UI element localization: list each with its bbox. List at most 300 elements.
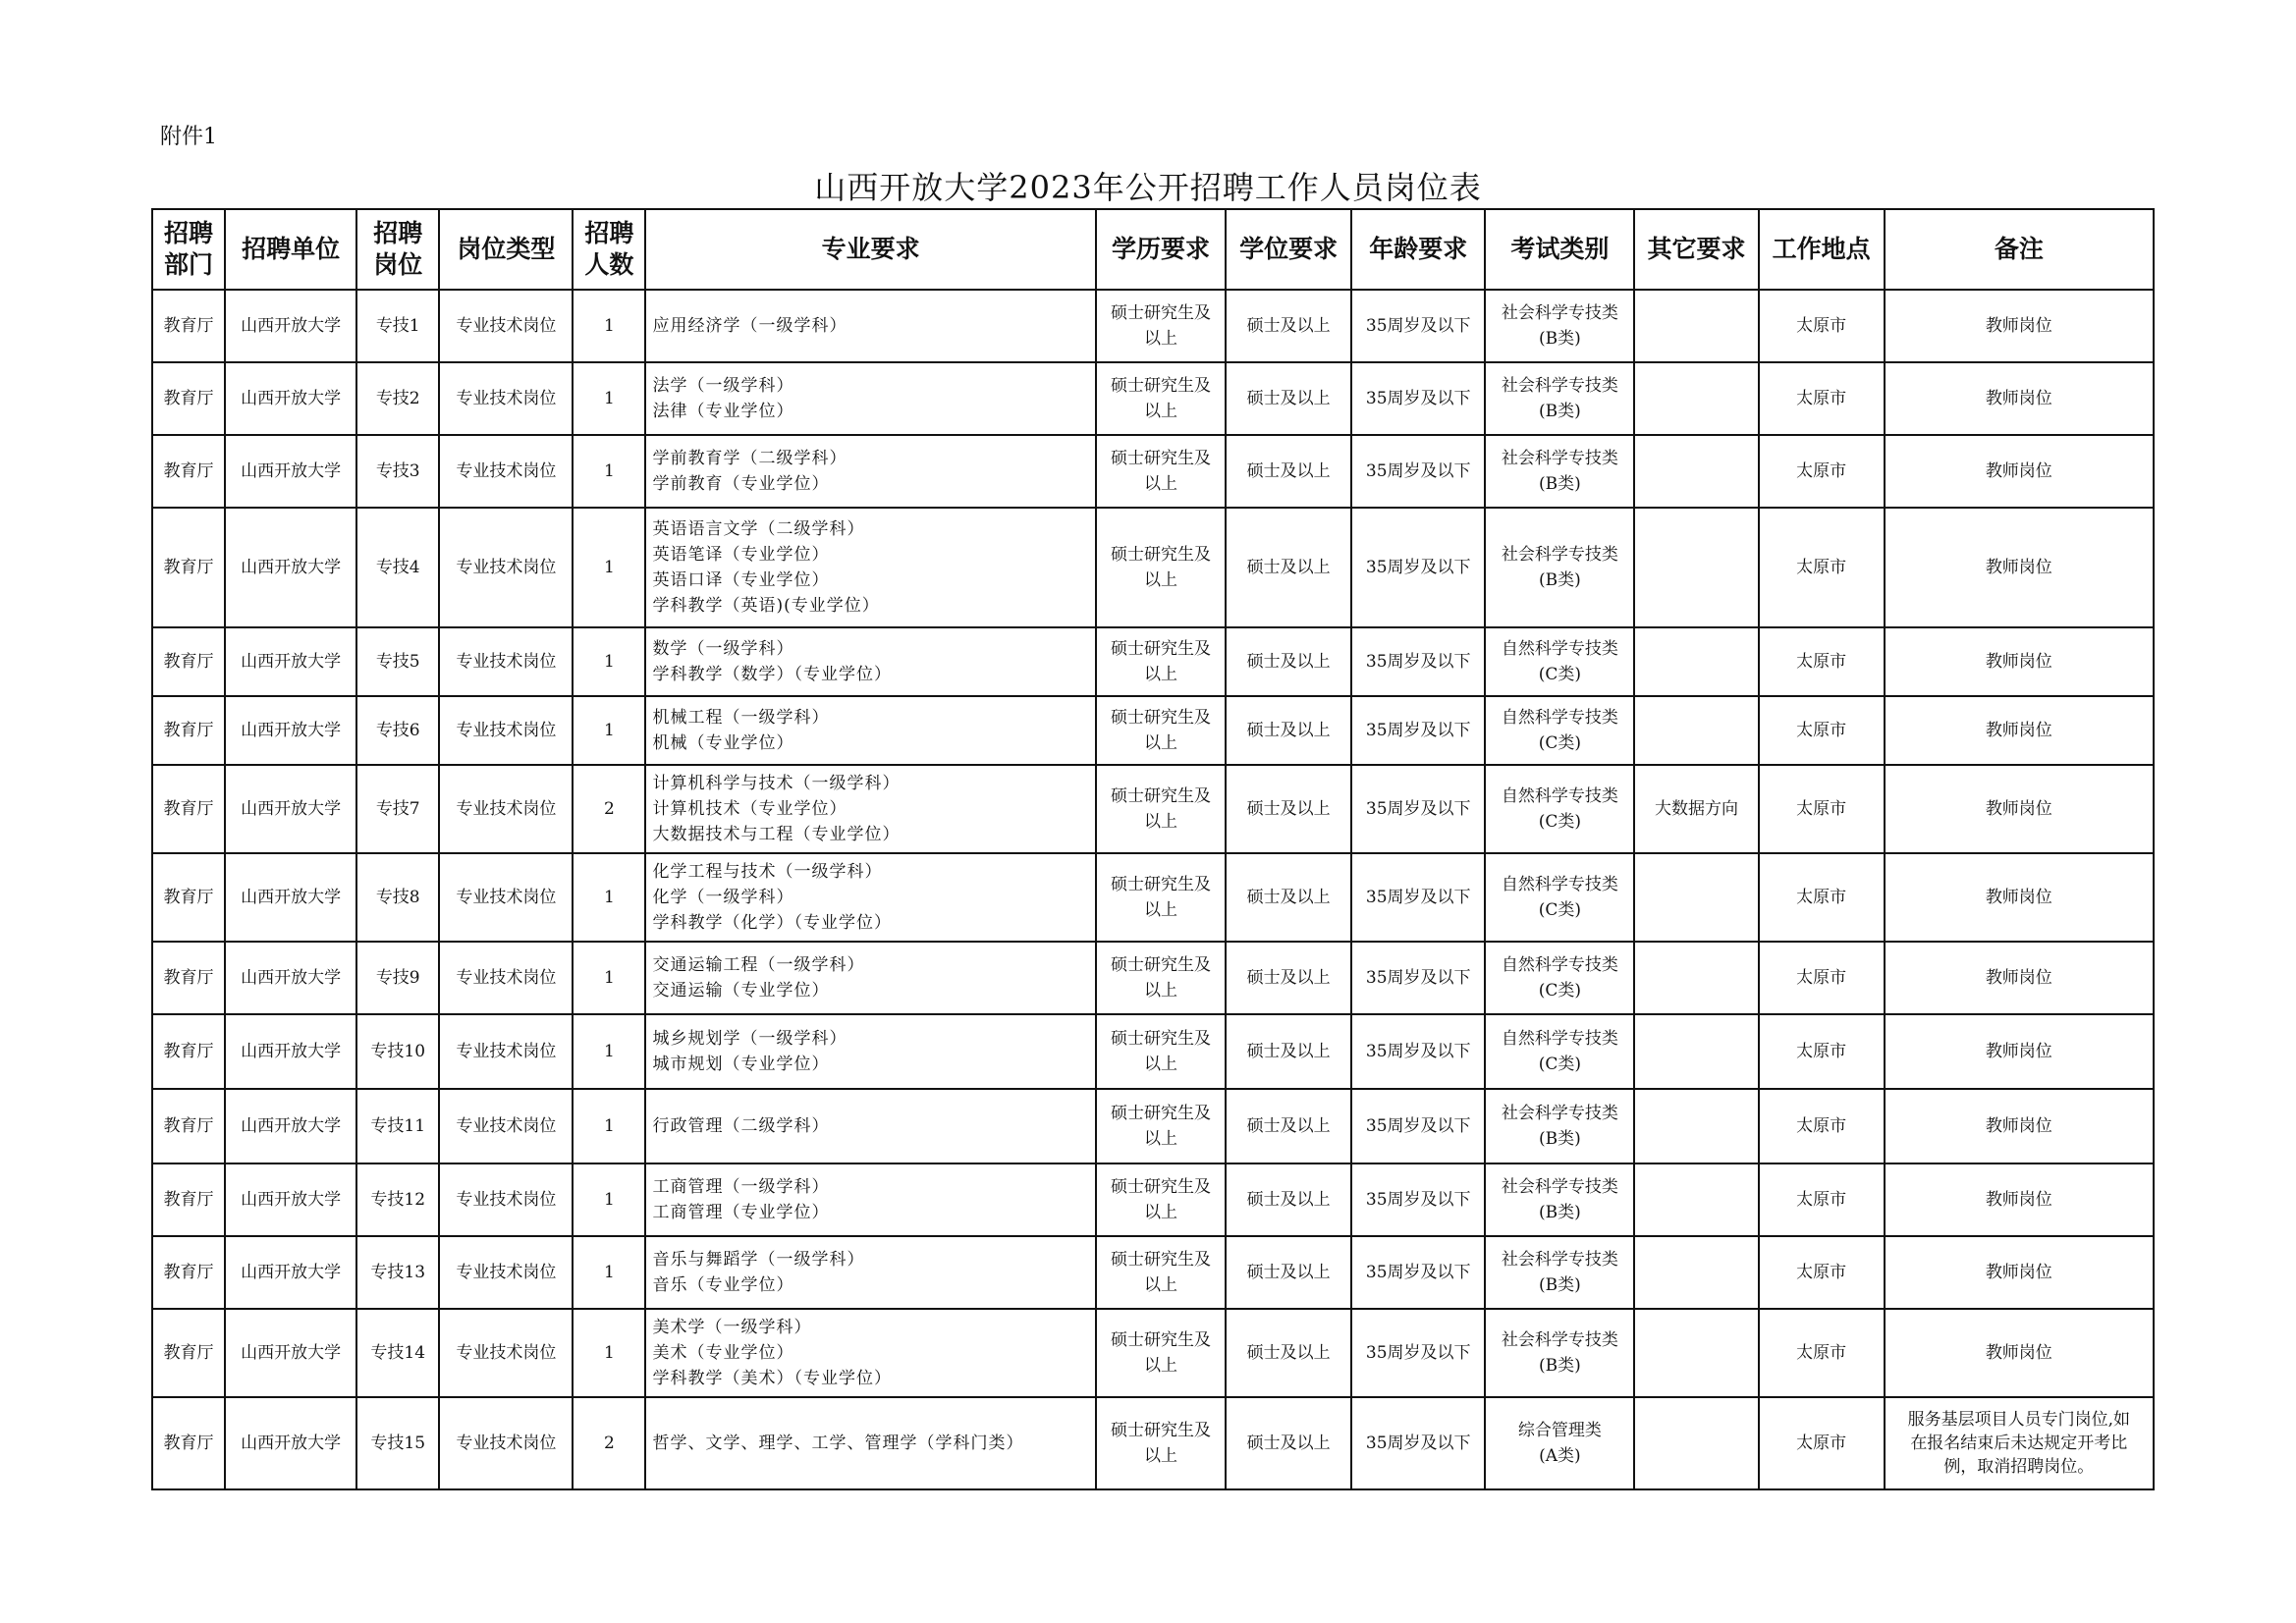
header-text: 招聘 [584,219,634,247]
dept-cell: 教育厅 [152,508,225,627]
degree-cell: 硕士及以上 [1226,696,1351,765]
unit-cell: 山西开放大学 [225,1397,356,1489]
degree-cell: 硕士及以上 [1226,1163,1351,1236]
degree-cell: 硕士及以上 [1226,1236,1351,1309]
major-cell [645,1236,1095,1309]
other-cell [1634,942,1758,1014]
other-cell [1634,696,1758,765]
exam-line: 社会科学专技类 [1501,545,1618,565]
exam-line: 社会科学专技类 [1501,1330,1618,1350]
dept-cell: 教育厅 [152,1089,225,1163]
table-row [152,765,2154,853]
unit-cell: 山西开放大学 [225,1089,356,1163]
other-cell [1634,1163,1758,1236]
note-cell [1885,853,2154,942]
post-cell: 专技2 [356,362,439,435]
table-row [152,508,2154,627]
education-line: 硕士研究生及 [1110,1104,1211,1123]
exam-line: (B类) [1538,1356,1581,1376]
post-cell: 专技13 [356,1236,439,1309]
major-line: 计算机科学与技术（一级学科） [652,774,901,793]
education-line: 硕士研究生及 [1110,639,1211,659]
exam-line: (B类) [1538,329,1581,349]
column-header [1885,209,2154,290]
major-line: 大数据技术与工程（专业学位） [652,825,901,844]
education-line: 硕士研究生及 [1110,875,1211,894]
exam-line: (B类) [1538,402,1581,421]
education-line: 硕士研究生及 [1110,1177,1211,1197]
table-row [152,435,2154,508]
exam-line: (C类) [1538,981,1581,1001]
other-cell [1634,290,1758,362]
age-cell: 35周岁及以下 [1351,696,1485,765]
major-line: 法律（专业学位） [652,402,794,421]
type-cell: 专业技术岗位 [439,942,573,1014]
age-cell: 35周岁及以下 [1351,1236,1485,1309]
type-cell: 专业技术岗位 [439,1163,573,1236]
exam-line: 自然科学专技类 [1501,708,1618,728]
other-cell [1634,627,1758,696]
exam-line: (C类) [1538,665,1581,684]
exam-line: 社会科学专技类 [1501,1177,1618,1197]
age-cell: 35周岁及以下 [1351,627,1485,696]
age-cell: 35周岁及以下 [1351,508,1485,627]
other-cell [1634,1397,1758,1489]
education-cell [1096,362,1226,435]
exam-cell [1485,1397,1634,1489]
major-line: 计算机技术（专业学位） [652,799,847,819]
note-line: 教师岗位 [1985,888,2052,907]
exam-line: 社会科学专技类 [1501,376,1618,396]
major-line: 学科教学（英语)(专业学位） [652,596,880,616]
major-line: 工商管理（一级学科） [652,1177,830,1197]
header-text: 其它要求 [1647,235,1746,263]
education-line: 以上 [1143,1203,1177,1222]
education-line: 硕士研究生及 [1110,376,1211,396]
dept-cell: 教育厅 [152,696,225,765]
major-cell [645,508,1095,627]
exam-cell [1485,1236,1634,1309]
exam-line: 社会科学专技类 [1501,1250,1618,1270]
major-cell [645,1089,1095,1163]
other-cell: 大数据方向 [1634,765,1758,853]
place-cell: 太原市 [1759,853,1885,942]
place-cell: 太原市 [1759,1397,1885,1489]
dept-cell: 教育厅 [152,853,225,942]
unit-cell: 山西开放大学 [225,1014,356,1089]
dept-cell: 教育厅 [152,765,225,853]
header-text: 招聘 [373,219,423,247]
exam-line: (A类) [1539,1446,1581,1466]
header-text: 人数 [584,250,634,279]
header-text: 招聘单位 [242,235,341,263]
education-cell [1096,942,1226,1014]
unit-cell: 山西开放大学 [225,942,356,1014]
exam-line: (C类) [1538,733,1581,753]
degree-cell: 硕士及以上 [1226,942,1351,1014]
note-cell [1885,765,2154,853]
unit-cell: 山西开放大学 [225,853,356,942]
unit-cell: 山西开放大学 [225,508,356,627]
count-cell: 1 [573,1014,645,1089]
note-cell [1885,1236,2154,1309]
post-cell: 专技11 [356,1089,439,1163]
education-line: 以上 [1143,1356,1177,1376]
column-header [645,209,1095,290]
exam-line: (B类) [1538,570,1581,590]
exam-line: (B类) [1538,474,1581,494]
type-cell: 专业技术岗位 [439,765,573,853]
note-line: 例，取消招聘岗位。 [1943,1457,2095,1477]
note-cell [1885,1014,2154,1089]
place-cell: 太原市 [1759,1163,1885,1236]
header-text: 工作地点 [1772,235,1871,263]
education-line: 硕士研究生及 [1110,1250,1211,1270]
dept-cell: 教育厅 [152,1309,225,1397]
header-text: 考试类别 [1510,235,1610,263]
education-line: 硕士研究生及 [1110,1421,1211,1440]
note-line: 教师岗位 [1985,652,2052,672]
header-text: 部门 [164,250,214,279]
count-cell: 1 [573,362,645,435]
table-row [152,1014,2154,1089]
exam-line: 社会科学专技类 [1501,1104,1618,1123]
major-line: 哲学、文学、理学、工学、管理学（学科门类） [652,1434,1024,1453]
major-line: 音乐与舞蹈学（一级学科） [652,1250,865,1270]
exam-line: (C类) [1538,1055,1581,1074]
education-cell [1096,853,1226,942]
exam-line: 自然科学专技类 [1501,955,1618,975]
education-line: 以上 [1143,1275,1177,1295]
column-header [1096,209,1226,290]
note-line: 教师岗位 [1985,1343,2052,1363]
note-line: 教师岗位 [1985,316,2052,336]
unit-cell: 山西开放大学 [225,1309,356,1397]
age-cell: 35周岁及以下 [1351,1014,1485,1089]
place-cell: 太原市 [1759,362,1885,435]
education-cell [1096,290,1226,362]
major-cell [645,1309,1095,1397]
other-cell [1634,853,1758,942]
education-line: 硕士研究生及 [1110,1029,1211,1049]
exam-line: 自然科学专技类 [1501,1029,1618,1049]
education-line: 硕士研究生及 [1110,1330,1211,1350]
major-cell [645,1014,1095,1089]
exam-cell [1485,508,1634,627]
table-row [152,1236,2154,1309]
place-cell: 太原市 [1759,1236,1885,1309]
other-cell [1634,362,1758,435]
count-cell: 1 [573,1089,645,1163]
table-row [152,942,2154,1014]
unit-cell: 山西开放大学 [225,1163,356,1236]
education-cell [1096,1397,1226,1489]
header-text: 岗位 [373,250,423,279]
place-cell: 太原市 [1759,696,1885,765]
place-cell: 太原市 [1759,1089,1885,1163]
unit-cell: 山西开放大学 [225,362,356,435]
table-row [152,853,2154,942]
education-line: 硕士研究生及 [1110,449,1211,468]
dept-cell: 教育厅 [152,435,225,508]
age-cell: 35周岁及以下 [1351,435,1485,508]
major-line: 英语笔译（专业学位） [652,545,830,565]
note-line: 服务基层项目人员专门岗位,如 [1907,1410,2131,1430]
exam-cell [1485,627,1634,696]
exam-cell [1485,696,1634,765]
major-cell [645,1397,1095,1489]
education-line: 以上 [1143,665,1177,684]
note-line: 教师岗位 [1985,1263,2052,1282]
major-cell [645,942,1095,1014]
position-table [151,208,2155,1490]
type-cell: 专业技术岗位 [439,853,573,942]
major-line: 数学（一级学科） [652,639,794,659]
type-cell: 专业技术岗位 [439,1089,573,1163]
note-cell [1885,1397,2154,1489]
other-cell [1634,1309,1758,1397]
column-header [1226,209,1351,290]
unit-cell: 山西开放大学 [225,1236,356,1309]
education-line: 硕士研究生及 [1110,303,1211,323]
exam-line: 社会科学专技类 [1501,303,1618,323]
place-cell: 太原市 [1759,1014,1885,1089]
education-line: 硕士研究生及 [1110,708,1211,728]
other-cell [1634,435,1758,508]
major-cell [645,290,1095,362]
major-cell [645,765,1095,853]
count-cell: 1 [573,435,645,508]
column-header [573,209,645,290]
major-line: 法学（一级学科） [652,376,794,396]
exam-cell [1485,942,1634,1014]
major-line: 英语口译（专业学位） [652,570,830,590]
degree-cell: 硕士及以上 [1226,1397,1351,1489]
type-cell: 专业技术岗位 [439,1309,573,1397]
age-cell: 35周岁及以下 [1351,1309,1485,1397]
major-cell [645,435,1095,508]
exam-cell [1485,1014,1634,1089]
exam-line: (C类) [1538,812,1581,832]
count-cell: 2 [573,765,645,853]
degree-cell: 硕士及以上 [1226,362,1351,435]
age-cell: 35周岁及以下 [1351,1163,1485,1236]
column-header [356,209,439,290]
age-cell: 35周岁及以下 [1351,1089,1485,1163]
post-cell: 专技4 [356,508,439,627]
major-cell [645,1163,1095,1236]
note-line: 教师岗位 [1985,799,2052,819]
age-cell: 35周岁及以下 [1351,853,1485,942]
note-line: 教师岗位 [1985,389,2052,408]
post-cell: 专技1 [356,290,439,362]
note-cell [1885,1309,2154,1397]
education-cell [1096,1089,1226,1163]
education-line: 以上 [1143,402,1177,421]
education-cell [1096,1236,1226,1309]
education-cell [1096,1014,1226,1089]
education-cell [1096,1163,1226,1236]
post-cell: 专技6 [356,696,439,765]
column-header [1634,209,1758,290]
education-line: 以上 [1143,900,1177,920]
degree-cell: 硕士及以上 [1226,290,1351,362]
note-line: 教师岗位 [1985,1190,2052,1210]
degree-cell: 硕士及以上 [1226,1089,1351,1163]
major-line: 交通运输（专业学位） [652,981,830,1001]
degree-cell: 硕士及以上 [1226,508,1351,627]
place-cell: 太原市 [1759,435,1885,508]
education-line: 以上 [1143,981,1177,1001]
dept-cell: 教育厅 [152,1397,225,1489]
post-cell: 专技5 [356,627,439,696]
note-line: 教师岗位 [1985,558,2052,577]
type-cell: 专业技术岗位 [439,627,573,696]
degree-cell: 硕士及以上 [1226,853,1351,942]
note-line: 教师岗位 [1985,721,2052,740]
exam-line: (B类) [1538,1275,1581,1295]
major-line: 学科教学（化学）（专业学位） [652,913,892,933]
exam-cell [1485,853,1634,942]
note-line: 教师岗位 [1985,1042,2052,1061]
major-line: 美术学（一级学科） [652,1318,812,1337]
exam-cell [1485,1309,1634,1397]
age-cell: 35周岁及以下 [1351,942,1485,1014]
note-line: 教师岗位 [1985,461,2052,481]
unit-cell: 山西开放大学 [225,765,356,853]
count-cell: 1 [573,508,645,627]
note-cell [1885,627,2154,696]
place-cell: 太原市 [1759,942,1885,1014]
dept-cell: 教育厅 [152,290,225,362]
major-line: 交通运输工程（一级学科） [652,955,865,975]
dept-cell: 教育厅 [152,1163,225,1236]
exam-line: (B类) [1538,1203,1581,1222]
column-header [439,209,573,290]
education-line: 硕士研究生及 [1110,545,1211,565]
header-text: 岗位类型 [457,235,556,263]
dept-cell: 教育厅 [152,362,225,435]
education-line: 以上 [1143,1129,1177,1149]
header-text: 学历要求 [1111,235,1210,263]
major-line: 化学（一级学科） [652,888,794,907]
column-header [225,209,356,290]
education-line: 硕士研究生及 [1110,955,1211,975]
major-line: 学科教学（美术）（专业学位） [652,1369,892,1388]
degree-cell: 硕士及以上 [1226,1014,1351,1089]
exam-line: 自然科学专技类 [1501,639,1618,659]
count-cell: 1 [573,853,645,942]
header-text: 专业要求 [821,235,920,263]
place-cell: 太原市 [1759,290,1885,362]
type-cell: 专业技术岗位 [439,1014,573,1089]
education-line: 以上 [1143,474,1177,494]
other-cell [1634,508,1758,627]
header-row [152,209,2154,290]
header-text: 备注 [1994,235,2044,263]
table-row [152,362,2154,435]
exam-line: 综合管理类 [1517,1421,1602,1440]
table-row [152,1397,2154,1489]
dept-cell: 教育厅 [152,627,225,696]
degree-cell: 硕士及以上 [1226,627,1351,696]
other-cell [1634,1014,1758,1089]
unit-cell: 山西开放大学 [225,627,356,696]
major-line: 工商管理（专业学位） [652,1203,830,1222]
unit-cell: 山西开放大学 [225,435,356,508]
degree-cell: 硕士及以上 [1226,765,1351,853]
education-cell [1096,765,1226,853]
exam-line: 自然科学专技类 [1501,875,1618,894]
major-cell [645,362,1095,435]
age-cell: 35周岁及以下 [1351,1397,1485,1489]
major-line: 城市规划（专业学位） [652,1055,830,1074]
education-cell [1096,696,1226,765]
note-line: 教师岗位 [1985,968,2052,988]
education-cell [1096,1309,1226,1397]
education-line: 以上 [1143,733,1177,753]
type-cell: 专业技术岗位 [439,696,573,765]
major-line: 学前教育学（二级学科） [652,449,847,468]
count-cell: 1 [573,627,645,696]
major-line: 美术（专业学位） [652,1343,794,1363]
education-line: 以上 [1143,329,1177,349]
age-cell: 35周岁及以下 [1351,290,1485,362]
age-cell: 35周岁及以下 [1351,765,1485,853]
count-cell: 1 [573,1309,645,1397]
exam-cell [1485,290,1634,362]
type-cell: 专业技术岗位 [439,362,573,435]
place-cell: 太原市 [1759,1309,1885,1397]
exam-line: 自然科学专技类 [1501,786,1618,806]
post-cell: 专技15 [356,1397,439,1489]
count-cell: 1 [573,696,645,765]
table-row [152,290,2154,362]
post-cell: 专技12 [356,1163,439,1236]
note-cell [1885,362,2154,435]
note-cell [1885,696,2154,765]
education-line: 以上 [1143,1055,1177,1074]
exam-line: (C类) [1538,900,1581,920]
exam-line: (B类) [1538,1129,1581,1149]
exam-cell [1485,435,1634,508]
column-header [1759,209,1885,290]
major-line: 行政管理（二级学科） [652,1116,830,1136]
post-cell: 专技3 [356,435,439,508]
major-cell [645,627,1095,696]
table-row [152,1163,2154,1236]
exam-line: 社会科学专技类 [1501,449,1618,468]
post-cell: 专技9 [356,942,439,1014]
note-line: 在报名结束后未达规定开考比 [1910,1434,2128,1453]
dept-cell: 教育厅 [152,1236,225,1309]
note-cell [1885,942,2154,1014]
unit-cell: 山西开放大学 [225,290,356,362]
header-text: 学位要求 [1239,235,1339,263]
education-cell [1096,435,1226,508]
table-row [152,1309,2154,1397]
degree-cell: 硕士及以上 [1226,1309,1351,1397]
note-cell [1885,508,2154,627]
table-row [152,627,2154,696]
table-row [152,696,2154,765]
exam-cell [1485,1089,1634,1163]
major-line: 学前教育（专业学位） [652,474,830,494]
type-cell: 专业技术岗位 [439,435,573,508]
table-row [152,1089,2154,1163]
major-line: 学科教学（数学）（专业学位） [652,665,892,684]
page-title: 山西开放大学2023年公开招聘工作人员岗位表 [814,169,1482,206]
